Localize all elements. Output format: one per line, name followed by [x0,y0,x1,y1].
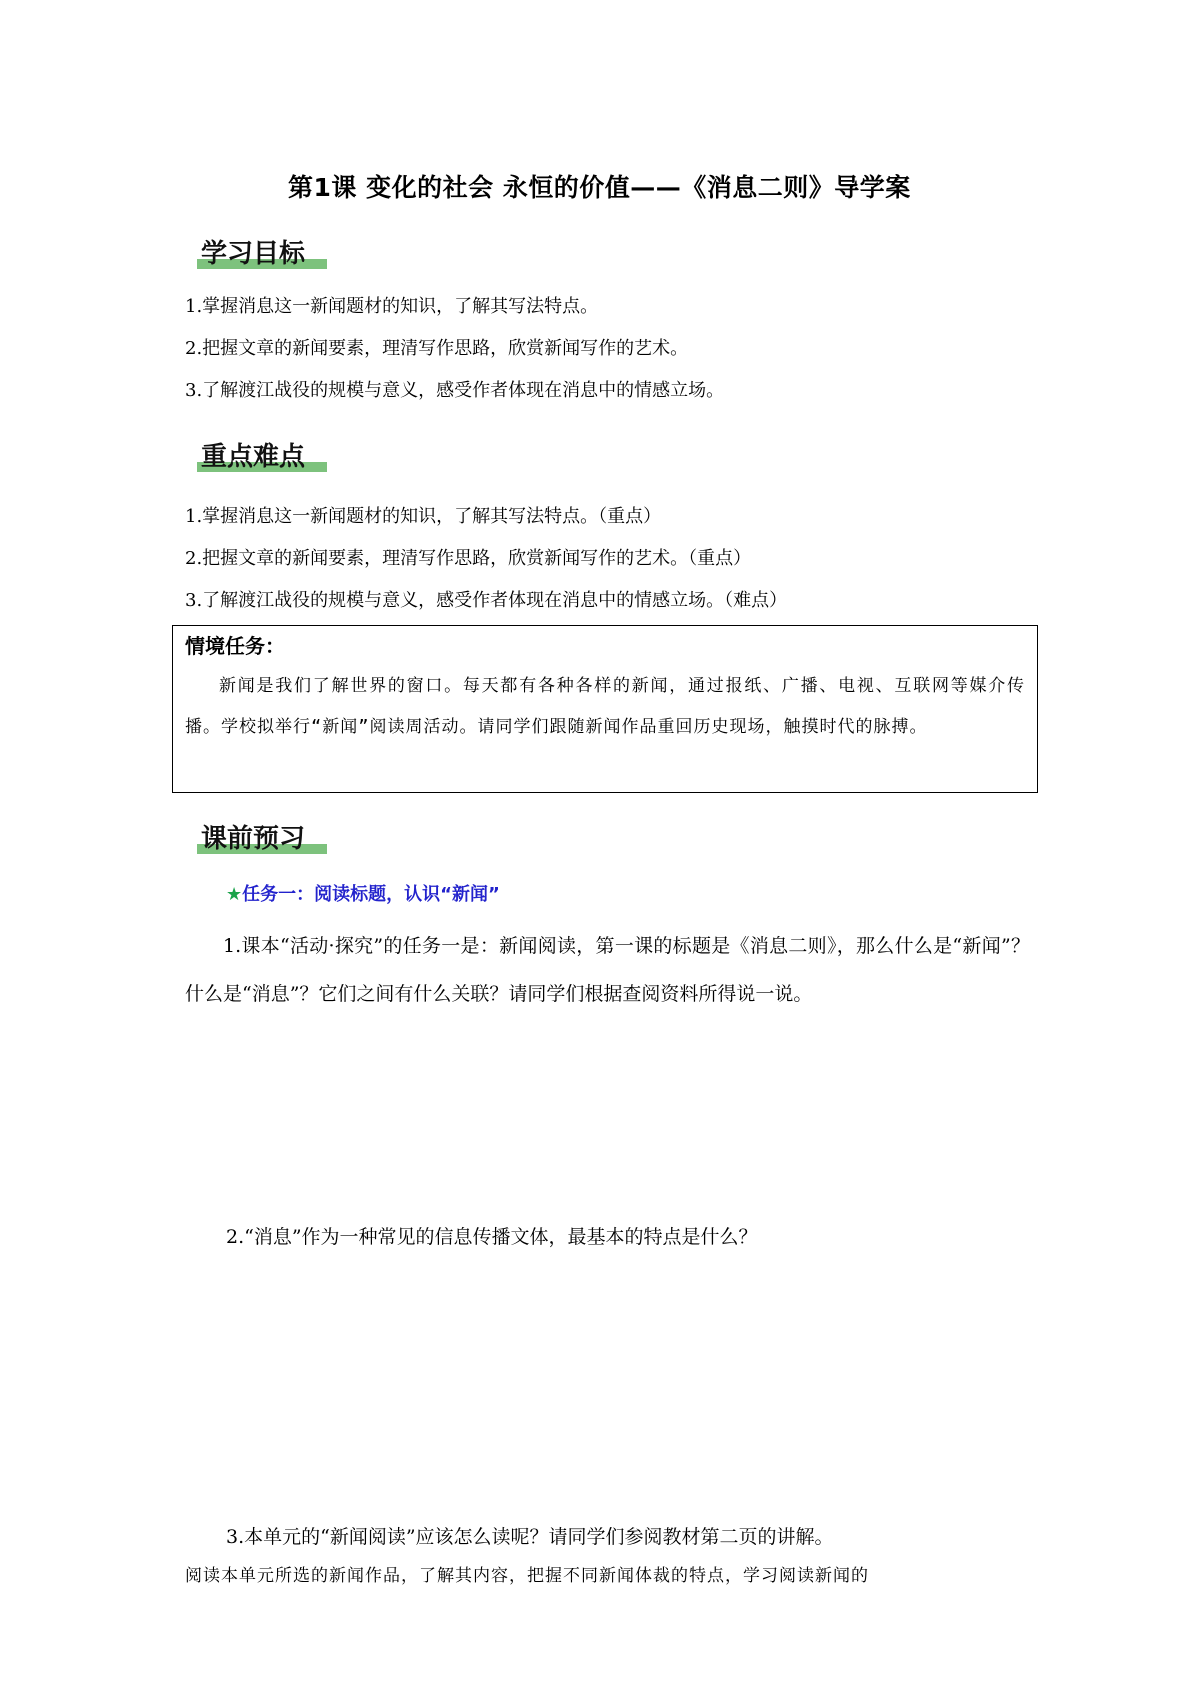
objective-item-1: 1.掌握消息这一新闻题材的知识，了解其写法特点。 [185,296,599,317]
question-1: 1.课本“活动·探究”的任务一是：新闻阅读，第一课的标题是《消息二则》，那么什么是“新闻”？什么是“消息”？它们之间有什么关联？请同学们根据查阅资料所得说一说。 [185,935,1030,1005]
heading-text: 重点难点 [201,442,306,472]
objective-item-3: 3.了解渡江战役的规模与意义，感受作者体现在消息中的情感立场。 [185,380,725,401]
question-2: 2.“消息”作为一种常见的信息传播文体，最基本的特点是什么？ [226,1226,758,1248]
page-title: 第1课 变化的社会 永恒的价值——《消息二则》导学案 [288,173,911,202]
scenario-task-box [172,625,1038,793]
star-icon: ★ [226,884,243,905]
heading-text: 课前预习 [201,824,306,854]
task-one-label: 任务一：阅读标题，认识“新闻” [242,884,500,905]
question-3: 3.本单元的“新闻阅读”应该怎么读呢？请同学们参阅教材第二页的讲解。 [226,1526,834,1548]
task-one-title [226,880,500,906]
section-heading-objectives [197,233,327,273]
key-point-item-2: 2.把握文章的新闻要素，理清写作思路，欣赏新闻写作的艺术。（重点） [185,548,752,569]
section-heading-preview [197,818,327,858]
objective-item-2: 2.把握文章的新闻要素，理清写作思路，欣赏新闻写作的艺术。 [185,338,689,359]
heading-text: 学习目标 [201,239,306,269]
question-3-text: 阅读本单元所选的新闻作品，了解其内容，把握不同新闻体裁的特点，学习阅读新闻的 [185,1566,869,1586]
scenario-title: 情境任务： [185,634,285,658]
section-heading-key-points [197,436,327,476]
scenario-text: 新闻是我们了解世界的窗口。每天都有各种各样的新闻，通过报纸、广播、电视、互联网等媒介传播。学校拟举行“新闻”阅读周活动。请同学们跟随新闻作品重回历史现场，触摸时代的脉搏。 [185,676,1025,737]
key-point-item-3: 3.了解渡江战役的规模与意义，感受作者体现在消息中的情感立场。（难点） [185,590,788,611]
key-point-item-1: 1.掌握消息这一新闻题材的知识，了解其写法特点。（重点） [185,506,662,527]
